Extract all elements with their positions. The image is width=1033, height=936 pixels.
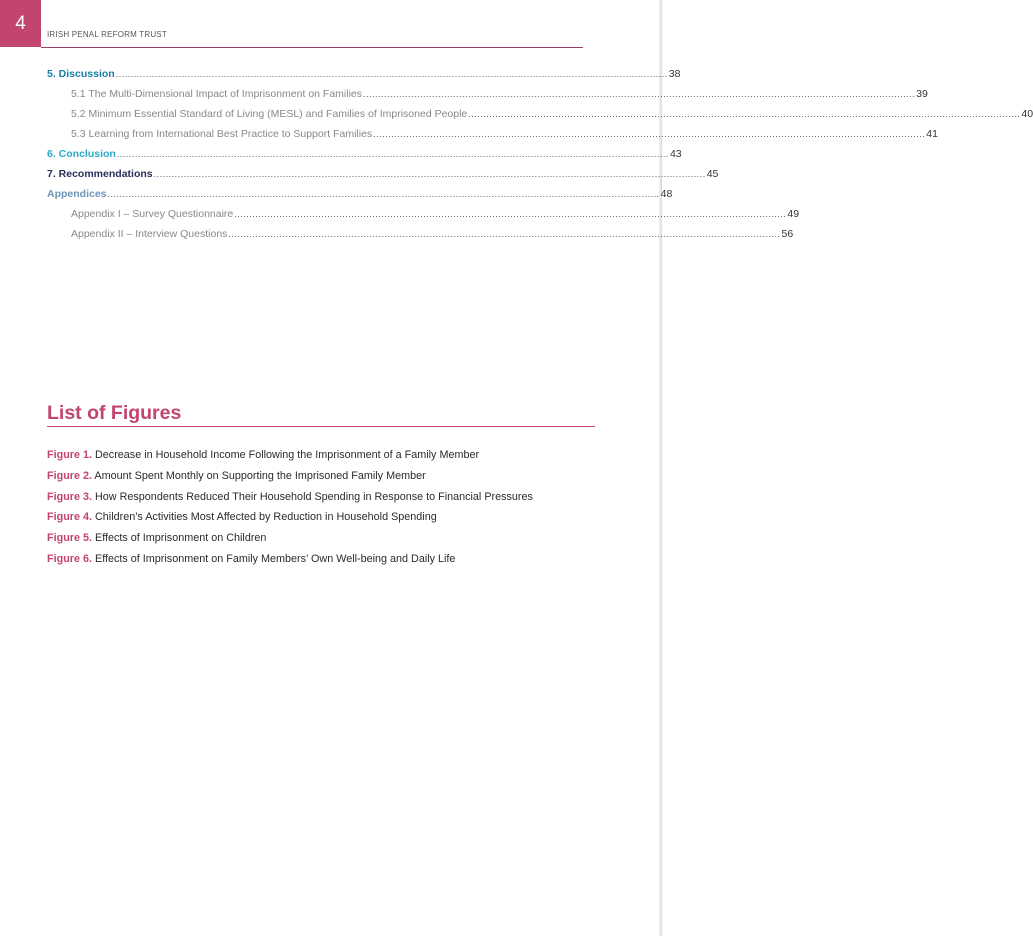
toc-entry-title: 7. Recommendations — [47, 168, 153, 180]
toc-entry-title: 6. Conclusion — [47, 148, 116, 160]
figure-caption: Amount Spent Monthly on Supporting the Imprisoned Family Member — [94, 469, 426, 482]
toc-dot-leader: ........................................................................................................................................................................................ — [107, 189, 660, 199]
figure-label: Figure 6. — [47, 552, 92, 565]
toc-dot-leader: ........................................................................................................................................................................................ — [153, 169, 706, 179]
toc-dot-leader: ........................................................................................................................................................................................ — [116, 149, 669, 159]
toc-entry-title: 5. Discussion — [47, 68, 115, 80]
toc-entry[interactable] — [47, 167, 719, 187]
toc-entry-title: Appendix II – Interview Questions — [71, 228, 228, 240]
figure-entry[interactable] — [47, 530, 607, 551]
toc-entry[interactable] — [47, 147, 682, 167]
toc-entry-page: 56 — [781, 228, 794, 240]
figure-entry[interactable] — [47, 468, 607, 489]
toc-entry-page: 40 — [1021, 108, 1033, 120]
running-header-organization: IRISH PENAL REFORM TRUST — [47, 30, 167, 39]
figure-label: Figure 5. — [47, 532, 92, 545]
toc-entry-title: Appendix I – Survey Questionnaire — [71, 208, 234, 220]
toc-entry-page: 41 — [926, 128, 938, 140]
toc-dot-leader: ........................................................................................................................................................................................ — [373, 129, 926, 139]
toc-entry[interactable] — [47, 187, 673, 207]
toc-dot-leader: ........................................................................................................................................................................................ — [228, 229, 781, 239]
toc-entry[interactable] — [47, 87, 928, 107]
toc-dot-leader: ........................................................................................................................................................................................ — [234, 209, 787, 219]
figure-label: Figure 2. — [47, 469, 92, 482]
figure-label: Figure 1. — [47, 449, 92, 461]
figure-entry[interactable] — [47, 489, 607, 510]
figure-entry[interactable] — [47, 509, 607, 530]
figure-caption: Decrease in Household Income Following the Imprisonment of a Family Member — [95, 449, 480, 461]
figure-caption: Effects of Imprisonment on Family Members’ Own Well-being and Daily Life — [95, 552, 456, 565]
toc-entry-page: 45 — [706, 168, 719, 180]
list-of-figures-divider — [47, 426, 595, 427]
figure-label: Figure 3. — [47, 490, 92, 503]
toc-entry-title: 5.1 The Multi-Dimensional Impact of Imprisonment on Families — [71, 88, 363, 100]
toc-entry-page: 39 — [916, 88, 928, 100]
toc-entry-page: 48 — [660, 188, 673, 200]
toc-entry[interactable] — [47, 67, 681, 87]
toc-dot-leader: ........................................................................................................................................................................................ — [363, 89, 916, 99]
figure-caption: How Respondents Reduced Their Household Spending in Response to Financial Pressures — [95, 490, 533, 503]
figure-label: Figure 4. — [47, 511, 92, 524]
toc-entry[interactable] — [47, 207, 800, 227]
figure-entry[interactable] — [47, 551, 607, 572]
toc-dot-leader: ........................................................................................................................................................................................ — [115, 69, 668, 79]
toc-entry-title: 5.3 Learning from International Best Practice to Support Families — [71, 128, 373, 140]
page-number-tab — [0, 0, 41, 47]
table-of-contents — [47, 67, 1033, 247]
toc-entry-page: 38 — [668, 68, 681, 80]
toc-entry-page: 43 — [669, 148, 682, 160]
figure-caption: Children’s Activities Most Affected by Reduction in Household Spending — [95, 511, 437, 524]
header-divider — [41, 47, 583, 48]
toc-entry-title: 5.2 Minimum Essential Standard of Living (MESL) and Families of Imprisoned People — [71, 108, 468, 120]
toc-entry-title: Appendices — [47, 188, 107, 200]
toc-dot-leader: ........................................................................................................................................................................................ — [468, 109, 1021, 119]
toc-entry-page: 49 — [787, 208, 800, 220]
toc-entry[interactable] — [47, 127, 938, 147]
figure-caption: Effects of Imprisonment on Children — [95, 532, 267, 545]
toc-entry[interactable] — [47, 227, 794, 247]
toc-entry[interactable] — [47, 107, 1033, 127]
page-number: 4 — [15, 12, 26, 34]
figure-entry[interactable] — [47, 447, 607, 468]
list-of-figures-heading: List of Figures — [47, 402, 182, 424]
list-of-figures — [47, 447, 607, 572]
